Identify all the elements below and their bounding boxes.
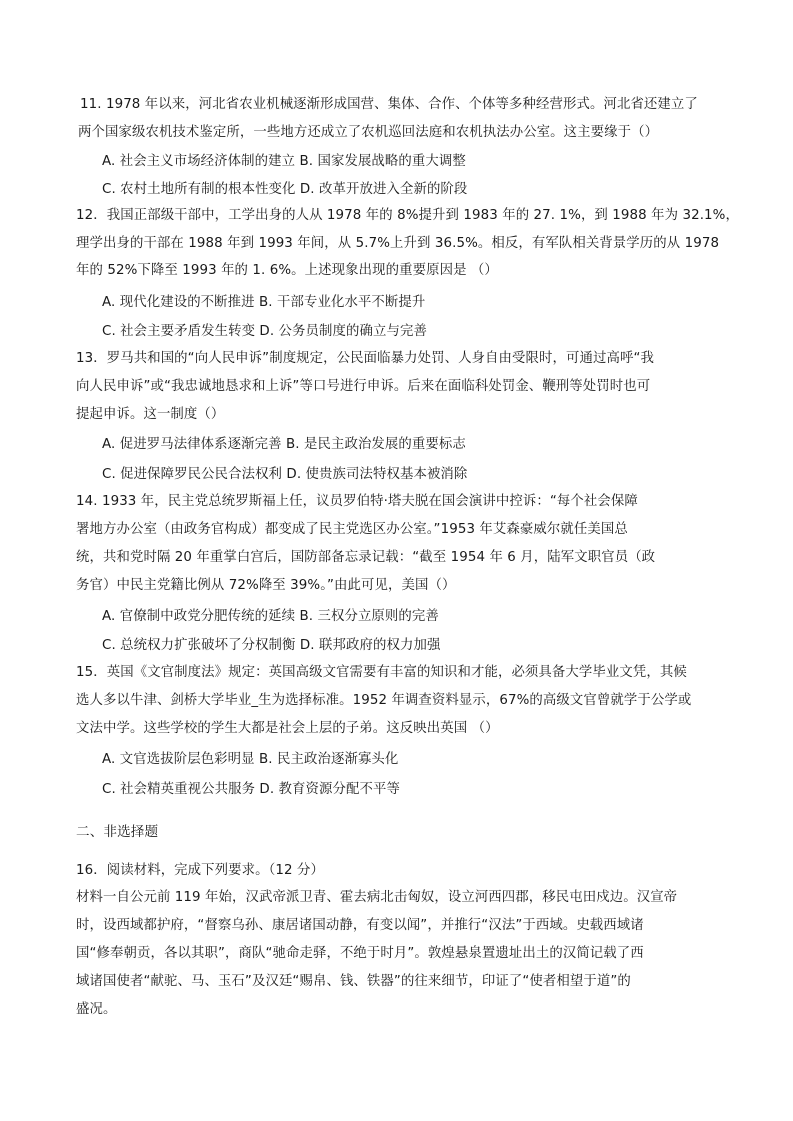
question-stem-line: 理学出身的干部在 1988 年到 1993 年间，从 5.7%上升到 36.5%。相反，有军队相关背景学历的从 1978 [76, 236, 720, 251]
question-stem-line: 选人多以牛津、剑桥大学毕业_生为选择标准。1952 年调查资料显示，67%的高级文官曾就学于公学或 [76, 693, 692, 708]
answer-option: A. 官僚制中政党分肥传统的延续 B. 三权分立原则的完善 [102, 609, 439, 624]
answer-option: C. 农村土地所有制的根本性变化 D. 改革开放进入全新的阶段 [102, 182, 468, 197]
section-title: 二、非选择题 [76, 824, 159, 840]
question-stem-line: 两个国家级农机技术鉴定所，一些地方还成立了农机巡回法庭和农机执法办公室。这主要缘于（） [78, 125, 659, 140]
question-stem-line: 文法中学。这些学校的学生大都是社会上层的子弟。这反映出英国 （） [76, 721, 499, 736]
question-stem-line: 14. 1933 年，民主党总统罗斯福上任，议员罗伯特·塔夫脱在国会演讲中控诉：“每个社会保障 [76, 494, 638, 509]
question-stem-line: 13．罗马共和国的“向人民申诉”制度规定，公民面临暴力处罚、人身自由受限时，可通过高呼“我 [76, 351, 654, 366]
question-stem-line: 署地方办公室（由政务官构成）都变成了民主党选区办公室。”1953 年艾森豪威尔就任美国总 [76, 522, 628, 537]
answer-option: C. 总统权力扩张破坏了分权制衡 D. 联邦政府的权力加强 [102, 638, 441, 653]
answer-option: A. 促进罗马法律体系逐渐完善 B. 是民主政治发展的重要标志 [102, 437, 466, 452]
answer-option: C. 促进保障罗民公民合法权利 D. 使贵族司法特权基本被消除 [102, 467, 468, 482]
answer-option: A. 现代化建设的不断推进 B. 干部专业化水平不断提升 [102, 295, 426, 310]
question-stem-line: 向人民申诉”或“我忠诚地恳求和上诉”等口号进行申诉。后来在面临科处罚金、鞭刑等处罚时也可 [76, 379, 651, 394]
answer-option: C. 社会主要矛盾发生转变 D. 公务员制度的确立与完善 [102, 324, 427, 339]
question-stem-line: 12．我国正部级干部中，工学出身的人从 1978 年的 8%提升到 1983 年的 27. 1%，到 1988 年为 32.1%， [76, 208, 739, 223]
question-stem-line: 年的 52%下降至 1993 年的 1. 6%。上述现象出现的重要原因是 （） [76, 263, 498, 278]
question-stem-line: 提起申诉。这一制度（） [76, 407, 225, 422]
material-line: 材料一自公元前 119 年始，汉武帝派卫青、霍去病北击匈奴，设立河西四郡，移民屯田戍边。汉宣帝 [76, 890, 678, 905]
question-stem-line: 11. 1978 年以来，河北省农业机械逐渐形成国营、集体、合作、个体等多种经营形式。河北省还建立了 [80, 97, 698, 112]
answer-option: C. 社会精英重视公共服务 D. 教育资源分配不平等 [102, 782, 400, 797]
material-line: 域诸国使者“献驼、马、玉石”及汉廷“赐帛、钱、铁器”的往来细节，印证了“使者相望于道”的 [76, 974, 631, 989]
question-prompt: 16．阅读材料，完成下列要求。（12 分） [76, 863, 324, 878]
material-line: 盛况。 [76, 1002, 117, 1017]
material-line: 时，设西域都护府，“督察乌孙、康居诸国动静，有变以闻”，并推行“汉法”于西域。史载西域诸 [76, 918, 644, 933]
question-stem-line: 统，共和党时隔 20 年重掌白宫后，国防部备忘录记载：“截至 1954 年 6 月，陆军文职官员（政 [76, 550, 656, 565]
material-line: 国“修奉朝贡，各以其职”，商队“驰命走驿，不绝于时月”。敦煌悬泉置遗址出土的汉简记载了西 [76, 946, 644, 961]
question-stem-line: 15．英国《文官制度法》规定：英国高级文官需要有丰富的知识和才能，必须具备大学毕业文凭，其候 [76, 665, 687, 680]
answer-option: A. 社会主义市场经济体制的建立 B. 国家发展战略的重大调整 [102, 154, 466, 169]
answer-option: A. 文官选拔阶层色彩明显 B. 民主政治逐渐寡头化 [102, 752, 399, 767]
question-stem-line: 务官）中民主党籍比例从 72%降至 39%。”由此可见，美国（） [76, 578, 456, 593]
